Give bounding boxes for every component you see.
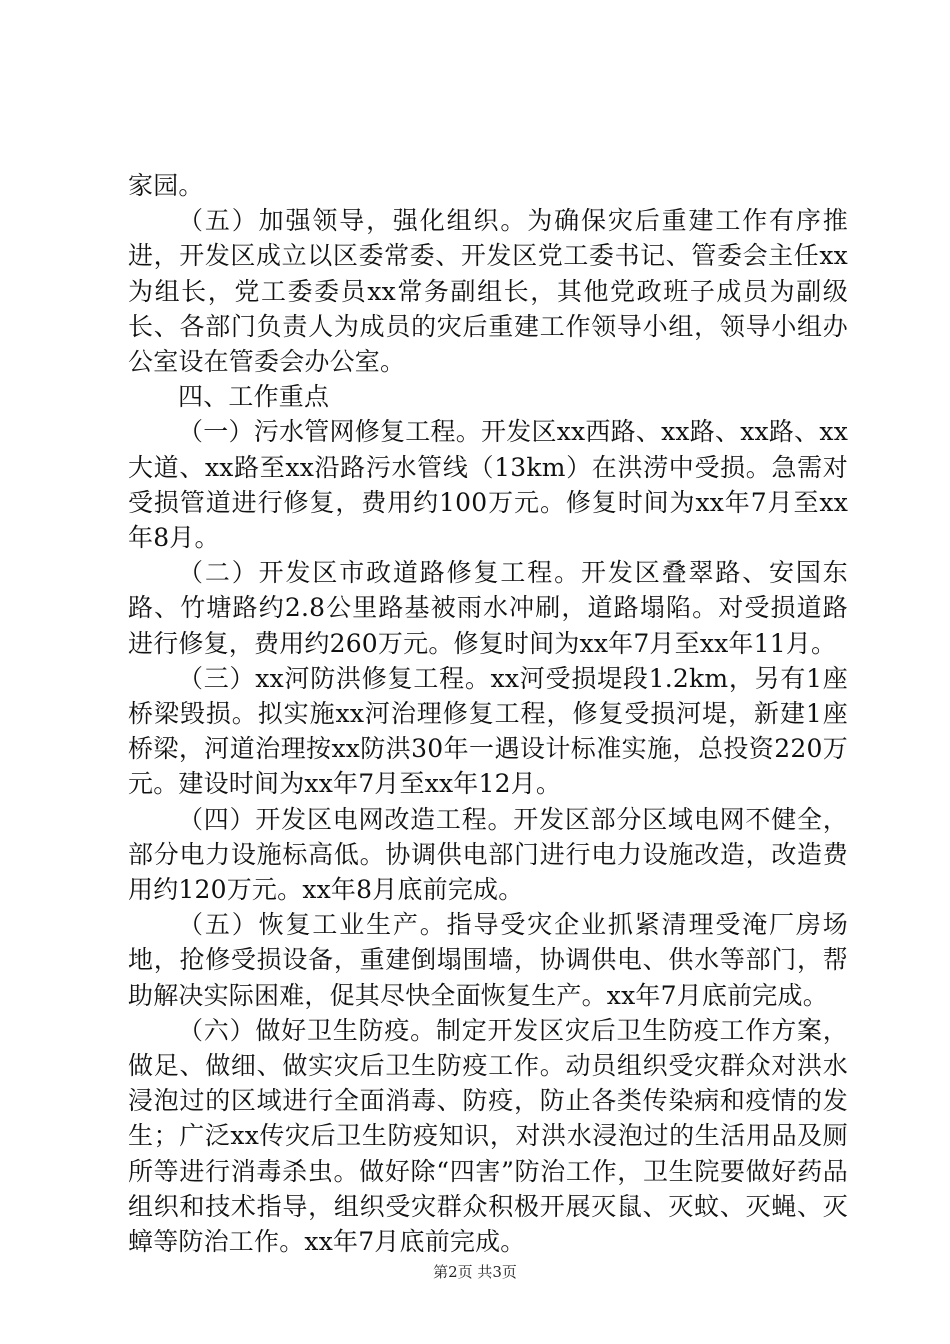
paragraph-epidemic-prevention: （六）做好卫生防疫。制定开发区灾后卫生防疫工作方案，做足、做细、做实灾后卫生防疫工作。动员组织受灾群众对洪水浸泡过的区域进行全面消毒、防疫，防止各类传染病和疫情的发生；广泛xx传灾后卫生防疫知识，对洪水浸泡过的生活用品及厕所等进行消毒杀虫。做好除“四害”防治工作，卫生院要做好药品组织和技术指导，组织受灾群众积极开展灭鼠、灭蚊、灭蝇、灭蟑等防治工作。xx年7月底前完成。	[128, 1015, 848, 1257]
paragraph-continuation: 家园。	[128, 171, 204, 200]
paragraph-river-flood-control: （三）xx河防洪修复工程。xx河受损堤段1.2km，另有1座桥梁毁损。拟实施xx河治理修复工程，修复受损河堤，新建1座桥梁，河道治理按xx防洪30年一遇设计标准实施，总投资220万元。建设时间为xx年7月至xx年12月。	[128, 663, 848, 799]
paragraph-power-grid: （四）开发区电网改造工程。开发区部分区域电网不健全，部分电力设施标高低。协调供电部门进行电力设施改造，改造费用约120万元。xx年8月底前完成。	[128, 804, 848, 905]
page-footer	[0, 1262, 950, 1282]
document-body	[128, 168, 848, 1259]
paragraph-road-repair: （二）开发区市政道路修复工程。开发区叠翠路、安国东路、竹塘路约2.8公里路基被雨水冲刷，道路塌陷。对受损道路进行修复，费用约260万元。修复时间为xx年7月至xx年11月。	[128, 558, 848, 658]
paragraph-sewage-repair: （一）污水管网修复工程。开发区xx西路、xx路、xx路、xx大道、xx路至xx沿路污水管线（13km）在洪涝中受损。急需对受损管道进行修复，费用约100万元。修复时间为xx年7月至xx年8月。	[128, 417, 848, 553]
page-number-label: 第2页 共3页	[433, 1263, 517, 1281]
paragraph-industrial-recovery: （五）恢复工业生产。指导受灾企业抓紧清理受淹厂房场地，抢修受损设备，重建倒塌围墙，协调供电、供水等部门，帮助解决实际困难，促其尽快全面恢复生产。xx年7月底前完成。	[128, 910, 848, 1010]
paragraph-leadership: （五）加强领导，强化组织。为确保灾后重建工作有序推进，开发区成立以区委常委、开发区党工委书记、管委会主任xx为组长，党工委委员xx常务副组长，其他党政班子成员为副级长、各部门负责人为成员的灾后重建工作领导小组，领导小组办公室设在管委会办公室。	[128, 206, 848, 377]
section-heading-work-focus: 四、工作重点	[178, 382, 330, 412]
